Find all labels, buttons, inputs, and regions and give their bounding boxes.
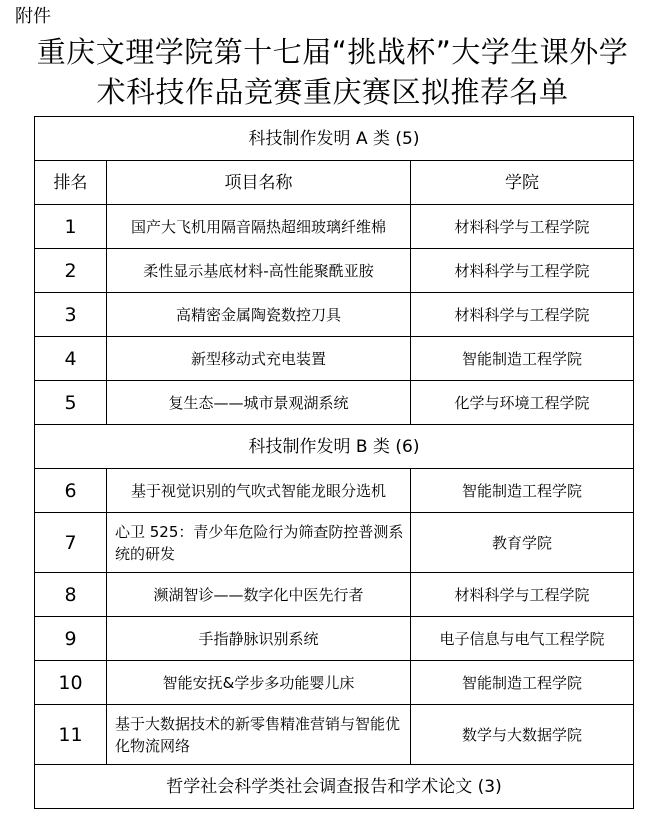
table-row [35,381,634,425]
college-cell: 材料科学与工程学院 [411,249,634,293]
section-row [35,117,634,161]
college-cell: 化学与环境工程学院 [411,381,634,425]
section-title: 哲学社会科学类社会调查报告和学术论文 (3) [35,765,634,809]
project-cell: 复生态——城市景观湖系统 [107,381,411,425]
project-cell: 柔性显示基底材料-高性能聚酰亚胺 [107,249,411,293]
page-title-line-1: 重庆文理学院第十七届“挑战杯”大学生课外学 [36,35,629,69]
page-title [0,32,665,112]
table-row [35,513,634,573]
header-college: 学院 [411,161,634,205]
table-row [35,705,634,765]
table-row [35,337,634,381]
section-title: 科技制作发明 A 类 (5) [35,117,634,161]
table-row [35,293,634,337]
college-cell: 材料科学与工程学院 [411,205,634,249]
college-cell: 教育学院 [411,513,634,573]
rank-cell: 5 [35,381,107,425]
project-cell: 心卫 525：青少年危险行为筛查防控普测系统的研发 [107,513,411,573]
rank-cell: 11 [35,705,107,765]
college-cell: 材料科学与工程学院 [411,573,634,617]
rank-cell: 7 [35,513,107,573]
table-row [35,469,634,513]
project-cell: 濒湖智诊——数字化中医先行者 [107,573,411,617]
section-title: 科技制作发明 B 类 (6) [35,425,634,469]
section-row [35,425,634,469]
college-cell: 数学与大数据学院 [411,705,634,765]
project-cell: 手指静脉识别系统 [107,617,411,661]
project-cell: 智能安抚&学步多功能婴儿床 [107,661,411,705]
college-cell: 材料科学与工程学院 [411,293,634,337]
project-cell: 新型移动式充电装置 [107,337,411,381]
table-row [35,617,634,661]
project-cell: 高精密金属陶瓷数控刀具 [107,293,411,337]
attachment-label: 附件 [15,6,51,27]
college-cell: 智能制造工程学院 [411,337,634,381]
rank-cell: 2 [35,249,107,293]
table-row [35,249,634,293]
college-cell: 智能制造工程学院 [411,661,634,705]
project-cell: 基于大数据技术的新零售精准营销与智能优化物流网络 [107,705,411,765]
table-row [35,661,634,705]
section-row [35,765,634,809]
project-cell: 国产大飞机用隔音隔热超细玻璃纤维棉 [107,205,411,249]
table-header-row [35,161,634,205]
recommendation-table [34,116,634,809]
rank-cell: 3 [35,293,107,337]
project-cell: 基于视觉识别的气吹式智能龙眼分选机 [107,469,411,513]
rank-cell: 1 [35,205,107,249]
college-cell: 智能制造工程学院 [411,469,634,513]
rank-cell: 10 [35,661,107,705]
rank-cell: 8 [35,573,107,617]
rank-cell: 9 [35,617,107,661]
rank-cell: 4 [35,337,107,381]
header-rank: 排名 [35,161,107,205]
table-row [35,573,634,617]
college-cell: 电子信息与电气工程学院 [411,617,634,661]
table-row [35,205,634,249]
page-title-line-2: 术科技作品竞赛重庆赛区拟推荐名单 [96,75,569,109]
rank-cell: 6 [35,469,107,513]
header-project: 项目名称 [107,161,411,205]
